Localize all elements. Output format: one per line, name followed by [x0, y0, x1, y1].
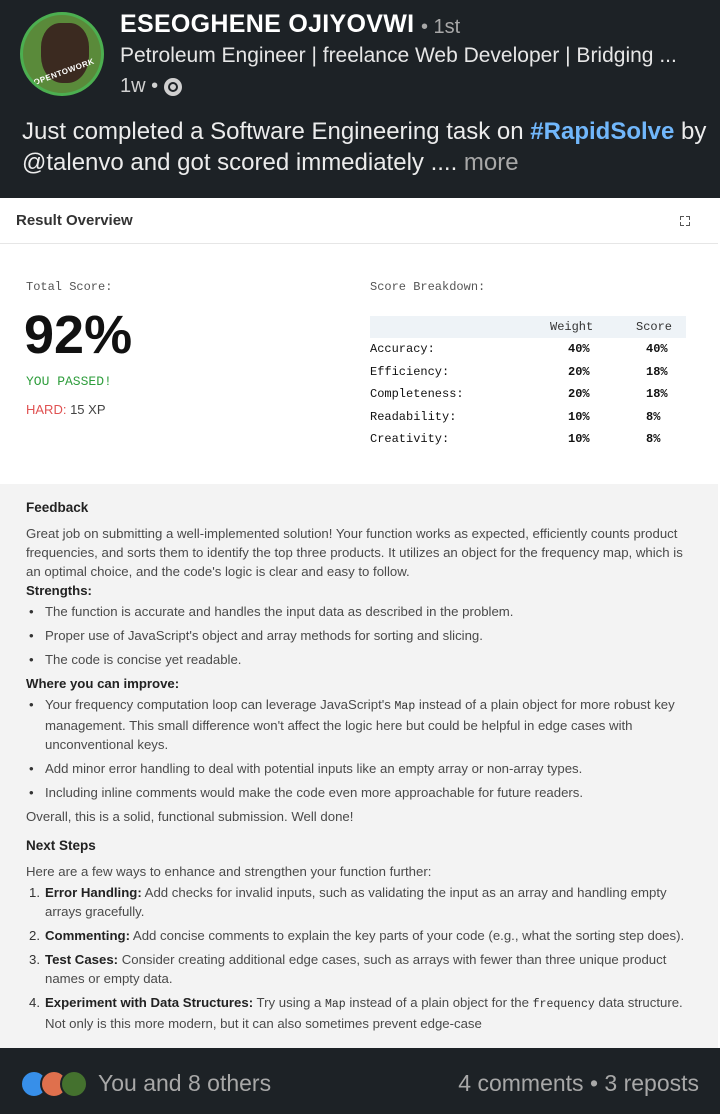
list-item: [26, 883, 692, 921]
breakdown-table: [370, 316, 686, 451]
list-item: [26, 695, 692, 754]
total-score: 92%: [24, 305, 133, 365]
row-weight: 10%: [568, 432, 590, 447]
breakdown-label: Score Breakdown:: [370, 280, 486, 294]
row-score: 8%: [646, 432, 661, 447]
next-steps-title: Next Steps: [26, 838, 96, 853]
step-text: instead of a plain object for the: [345, 995, 533, 1010]
post-time: [120, 75, 182, 98]
next-steps-list: [26, 883, 692, 1033]
step-number: 4.: [29, 995, 40, 1010]
feedback-intro: Great job on submitting a well-implemented solution! Your function works as expected, efficiently counts product frequencies, and sorts them to identify the top three products. It utilizes an object for the frequency map, which is an optimal choice, and the code's logic is clear and easy to follow.: [26, 526, 683, 579]
comments-reposts-count[interactable]: 4 comments • 3 reposts: [458, 1070, 699, 1096]
step-text: Consider creating additional edge cases, such as arrays with fewer than three unique product names or empty data.: [45, 952, 667, 986]
row-label: Readability:: [370, 409, 457, 424]
see-more-link[interactable]: more: [463, 149, 519, 176]
post-time-text: 1w •: [120, 75, 159, 97]
next-steps-intro: Here are a few ways to enhance and strengthen your function further:: [26, 864, 432, 879]
code-snippet: frequency: [532, 998, 595, 1011]
feedback-section: [0, 484, 718, 1048]
row-score: 8%: [646, 409, 661, 424]
author-name[interactable]: ESEOGHENE OJIYOVWI: [120, 10, 415, 38]
card-title-bar: [0, 198, 718, 244]
overall-summary: Overall, this is a solid, functional submission. Well done!: [26, 809, 354, 824]
card-title: Result Overview: [16, 212, 133, 229]
table-row: [370, 338, 686, 361]
row-weight: 20%: [568, 387, 590, 402]
row-weight: 40%: [568, 342, 590, 356]
difficulty-xp: [26, 402, 106, 417]
total-score-label: Total Score:: [26, 280, 113, 294]
row-label: Efficiency:: [370, 364, 450, 379]
step-number: 1.: [29, 885, 40, 900]
row-score: 18%: [646, 364, 668, 379]
score-header: Score: [636, 320, 673, 334]
row-weight: 20%: [568, 364, 590, 379]
list-item: [26, 993, 692, 1033]
expand-icon: [680, 216, 690, 226]
breakdown-header-row: [370, 316, 686, 338]
list-item: • The function is accurate and handles the input data as described in the problem.: [26, 602, 692, 621]
row-score: 18%: [646, 387, 668, 402]
author-headline: Petroleum Engineer | freelance Web Developer | Bridging ...: [120, 44, 677, 67]
weight-header: Weight: [550, 320, 594, 334]
step-text: Add concise comments to explain the key parts of your code (e.g., what the sorting step does).: [129, 928, 685, 943]
step-text: data structure. Not only is this more modern, but it can also sometimes prevent edge-case: [45, 995, 683, 1031]
list-item: • The code is concise yet readable.: [26, 650, 692, 669]
reaction-icons[interactable]: [20, 1070, 96, 1098]
row-weight: 10%: [568, 409, 590, 424]
code-snippet: Map: [394, 700, 416, 713]
step-title: Commenting:: [45, 928, 130, 943]
table-row: [370, 428, 686, 451]
table-row: [370, 383, 686, 406]
result-card[interactable]: [0, 198, 720, 1048]
difficulty-level: HARD:: [26, 402, 67, 417]
list-item: [26, 926, 692, 945]
globe-icon: [164, 78, 182, 96]
post-text: [22, 116, 712, 178]
table-row: [370, 406, 686, 429]
code-snippet: Map: [324, 998, 346, 1011]
list-item: • Proper use of JavaScript's object and array methods for sorting and slicing.: [26, 626, 692, 645]
step-title: Test Cases:: [45, 952, 119, 967]
improve-text: Your frequency computation loop can leverage JavaScript's: [45, 697, 395, 712]
row-score: 40%: [646, 342, 668, 356]
table-row: [370, 361, 686, 384]
hashtag-link[interactable]: #RapidSolve: [530, 118, 675, 145]
step-number: 3.: [29, 952, 40, 967]
improve-label: Where you can improve:: [26, 676, 180, 691]
step-title: Error Handling:: [45, 885, 142, 900]
step-text: Add checks for invalid inputs, such as validating the input as an array and handling empty arrays gracefully.: [45, 885, 667, 919]
row-label: Creativity:: [370, 432, 450, 447]
improve-text: instead of a plain object for more robust key management. This small difference won't affect the logic here but could be helpful in edge cases with unconventional keys.: [45, 697, 675, 752]
connection-degree: • 1st: [421, 16, 461, 38]
strengths-label: Strengths:: [26, 583, 92, 598]
post-text-end: by @talenvo and got scored immediately ....: [22, 118, 707, 176]
step-title: Experiment with Data Structures:: [45, 995, 254, 1010]
step-number: 2.: [29, 928, 40, 943]
post-text-start: Just completed a Software Engineering task on: [22, 118, 531, 145]
step-text: Try using a: [253, 995, 325, 1010]
passed-status: YOU PASSED!: [26, 374, 112, 389]
feedback-title: Feedback: [26, 500, 89, 515]
celebrate-icon: [60, 1070, 88, 1098]
post-header: [0, 0, 720, 110]
xp-value: 15 XP: [70, 402, 106, 417]
author-avatar[interactable]: [20, 12, 104, 96]
social-counts-bar: [0, 1048, 720, 1114]
list-item: [26, 950, 692, 988]
strengths-list: [26, 602, 692, 669]
open-to-work-badge: #OPENTOWORK: [27, 56, 96, 89]
list-item: • Add minor error handling to deal with potential inputs like an empty array or non-array types.: [26, 759, 692, 778]
reactions-count[interactable]: You and 8 others: [98, 1070, 272, 1096]
row-label: Accuracy:: [370, 342, 435, 356]
list-item: • Including inline comments would make the code even more approachable for future readers.: [26, 783, 692, 802]
row-label: Completeness:: [370, 387, 464, 402]
improve-list: [26, 695, 692, 802]
